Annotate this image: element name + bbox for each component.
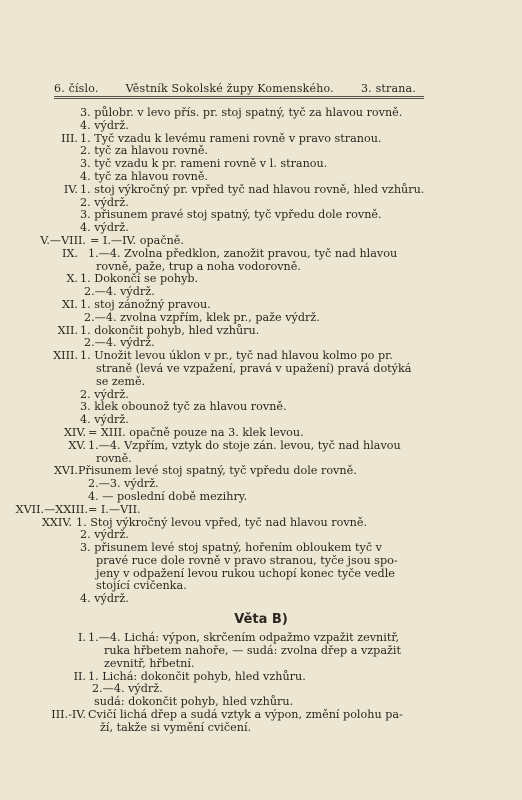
text-line xyxy=(0,376,522,389)
issue-number: 6. číslo. xyxy=(54,82,99,95)
exercise-text: Přisunem levé stoj spatný, tyč vpředu dole rovně. xyxy=(78,464,357,478)
exercise-text: se země. xyxy=(96,374,146,388)
exercise-text: 1.—4. Lichá: výpon, skrčením odpažmo vzpažit zevnitř, xyxy=(88,631,400,645)
text-line xyxy=(0,645,522,658)
exercise-text: 1. stoj výkročný pr. vpřed tyč nad hlavou rovně, hled vzhůru. xyxy=(80,182,425,196)
exercise-text: 2.—3. výdrž. xyxy=(88,477,159,491)
exercise-list-a xyxy=(0,107,522,606)
exercise-text: 2. výdrž. xyxy=(80,528,129,542)
exercise-text: 4. výdrž. xyxy=(80,413,129,427)
exercise-number: XVII.—XXIII. xyxy=(15,502,88,516)
exercise-text: sudá: dokončit pohyb, hled vzhůru. xyxy=(94,695,294,709)
text-line xyxy=(0,580,522,593)
exercise-number: X. xyxy=(66,272,78,286)
exercise-number: III. xyxy=(61,131,78,145)
exercise-text: 1. Tyč vzadu k levému rameni rovně v pravo stranou. xyxy=(80,131,382,145)
exercise-text: zevnitř, hřbetní. xyxy=(104,656,195,670)
exercise-text: stojící cvičenka. xyxy=(96,579,187,593)
text-line xyxy=(0,465,522,478)
text-line xyxy=(0,555,522,568)
exercise-text: 2.—4. výdrž. xyxy=(92,682,163,696)
text-line xyxy=(0,184,522,197)
exercise-text: 3. půlobr. v levo přís. pr. stoj spatný, tyč za hlavou rovně. xyxy=(80,106,403,119)
exercise-text: 1. Lichá: dokončit pohyb, hled vzhůru. xyxy=(88,669,306,683)
text-line xyxy=(0,440,522,453)
exercise-text: 1. Unožit levou úklon v pr., tyč nad hlavou kolmo po pr. xyxy=(80,349,393,363)
text-line xyxy=(0,171,522,184)
exercise-text: 2.—4. výdrž. xyxy=(84,336,155,350)
exercise-number: I. xyxy=(78,631,86,645)
text-line xyxy=(0,542,522,555)
text-line xyxy=(0,261,522,274)
exercise-number: XXIV. xyxy=(41,515,72,529)
exercise-text: 1.—4. Zvolna předklon, zanožit pravou, tyč nad hlavou xyxy=(88,246,398,260)
exercise-text: Cvičí lichá dřep a sudá vztyk a výpon, změní polohu pa- xyxy=(88,707,403,721)
text-line xyxy=(0,517,522,530)
text-line xyxy=(0,248,522,261)
exercise-text: 2.—4. zvolna vzpřím, klek pr., paže výdrž. xyxy=(84,310,320,324)
text-line xyxy=(0,299,522,312)
text-line xyxy=(0,568,522,581)
exercise-text: 4. tyč za hlavou rovně. xyxy=(80,169,209,183)
exercise-text: 1.—4. Vzpřím, vztyk do stoje zán. levou, tyč nad hlavou xyxy=(88,438,401,452)
exercise-text: 3. přisunem levé stoj spatný, hořením obloukem tyč v xyxy=(80,541,382,555)
exercise-text: 1. Dokončí se pohyb. xyxy=(80,272,199,286)
exercise-text: 4. výdrž. xyxy=(80,592,129,606)
text-line xyxy=(0,722,522,735)
exercise-text: 4. výdrž. xyxy=(80,118,129,132)
exercise-text: 1. Stoj výkročný levou vpřed, tyč nad hlavou rovně. xyxy=(76,515,368,529)
text-line xyxy=(0,209,522,222)
exercise-text: 3. tyč vzadu k pr. rameni rovně v l. stranou. xyxy=(80,157,328,171)
exercise-text: 2. tyč za hlavou rovně. xyxy=(80,144,209,158)
exercise-text: rovně, paže, trup a noha vodorovně. xyxy=(96,259,301,273)
text-line xyxy=(0,325,522,338)
exercise-text: pravé ruce dole rovně v pravo stranou, tyče jsou spo- xyxy=(96,553,398,567)
text-line xyxy=(0,671,522,684)
header-rule-2 xyxy=(54,98,424,99)
exercise-number: XV. xyxy=(68,438,86,452)
exercise-text: 3. přisunem pravé stoj spatný, tyč vpředu dole rovně. xyxy=(80,208,382,222)
exercise-number: XVI. xyxy=(53,464,78,478)
text-line xyxy=(0,107,522,120)
exercise-number: XII. xyxy=(57,323,78,337)
exercise-text: 2. výdrž. xyxy=(80,387,129,401)
text-line xyxy=(0,286,522,299)
text-line xyxy=(0,235,522,248)
exercise-list-b xyxy=(0,632,522,734)
exercise-text: 2. výdrž. xyxy=(80,195,129,209)
text-line xyxy=(0,478,522,491)
exercise-text: jeny v odpažení levou rukou uchopí konec tyče vedle xyxy=(96,566,395,580)
exercise-text: straně (levá ve vzpažení, pravá v upažení) pravá dotýká xyxy=(96,361,412,375)
text-line xyxy=(0,414,522,427)
text-line xyxy=(0,312,522,325)
text-line xyxy=(0,401,522,414)
text-line xyxy=(0,491,522,504)
exercise-text: ží, takže si vymění cvičení. xyxy=(100,720,252,734)
exercise-number: XIV. xyxy=(63,425,86,439)
running-header xyxy=(54,82,416,95)
exercise-number: XI. xyxy=(62,297,78,311)
exercise-text: 2.—4. výdrž. xyxy=(84,285,155,299)
exercise-text: = I.—VII. xyxy=(88,502,141,516)
text-line xyxy=(0,504,522,517)
exercise-number: IX. xyxy=(62,246,78,260)
journal-title: Věstník Sokolské župy Komenského. xyxy=(125,82,334,95)
exercise-text: 1. stoj zánožný pravou. xyxy=(80,297,211,311)
exercise-number: IV. xyxy=(63,182,78,196)
exercise-text: 4. výdrž. xyxy=(80,221,129,235)
text-line xyxy=(0,120,522,133)
exercise-number: V.—VIII. xyxy=(40,233,86,247)
text-line xyxy=(0,158,522,171)
exercise-text: 1. dokončit pohyb, hled vzhůru. xyxy=(80,323,260,337)
page-number: 3. strana. xyxy=(360,82,416,95)
text-line xyxy=(0,593,522,606)
exercise-text: rovně. xyxy=(96,451,132,465)
exercise-text: = XIII. opačně pouze na 3. klek levou. xyxy=(88,425,304,439)
text-line xyxy=(0,427,522,440)
exercise-number: XIII. xyxy=(53,349,78,363)
text-line xyxy=(0,273,522,286)
text-line xyxy=(0,658,522,671)
exercise-text: 3. klek obounož tyč za hlavou rovně. xyxy=(80,400,287,414)
section-heading: Věta B) xyxy=(234,612,288,628)
header-rule xyxy=(54,96,424,97)
exercise-text: = I.—IV. opačně. xyxy=(90,233,184,247)
exercise-text: 4. — poslední době mezihry. xyxy=(88,489,248,503)
exercise-number: II. xyxy=(73,669,86,683)
text-line xyxy=(0,363,522,376)
text-line xyxy=(0,709,522,722)
text-line xyxy=(0,133,522,146)
exercise-text: ruka hřbetem nahoře, — sudá: zvolna dřep a vzpažit xyxy=(104,643,401,657)
exercise-number: III.-IV. xyxy=(51,707,86,721)
